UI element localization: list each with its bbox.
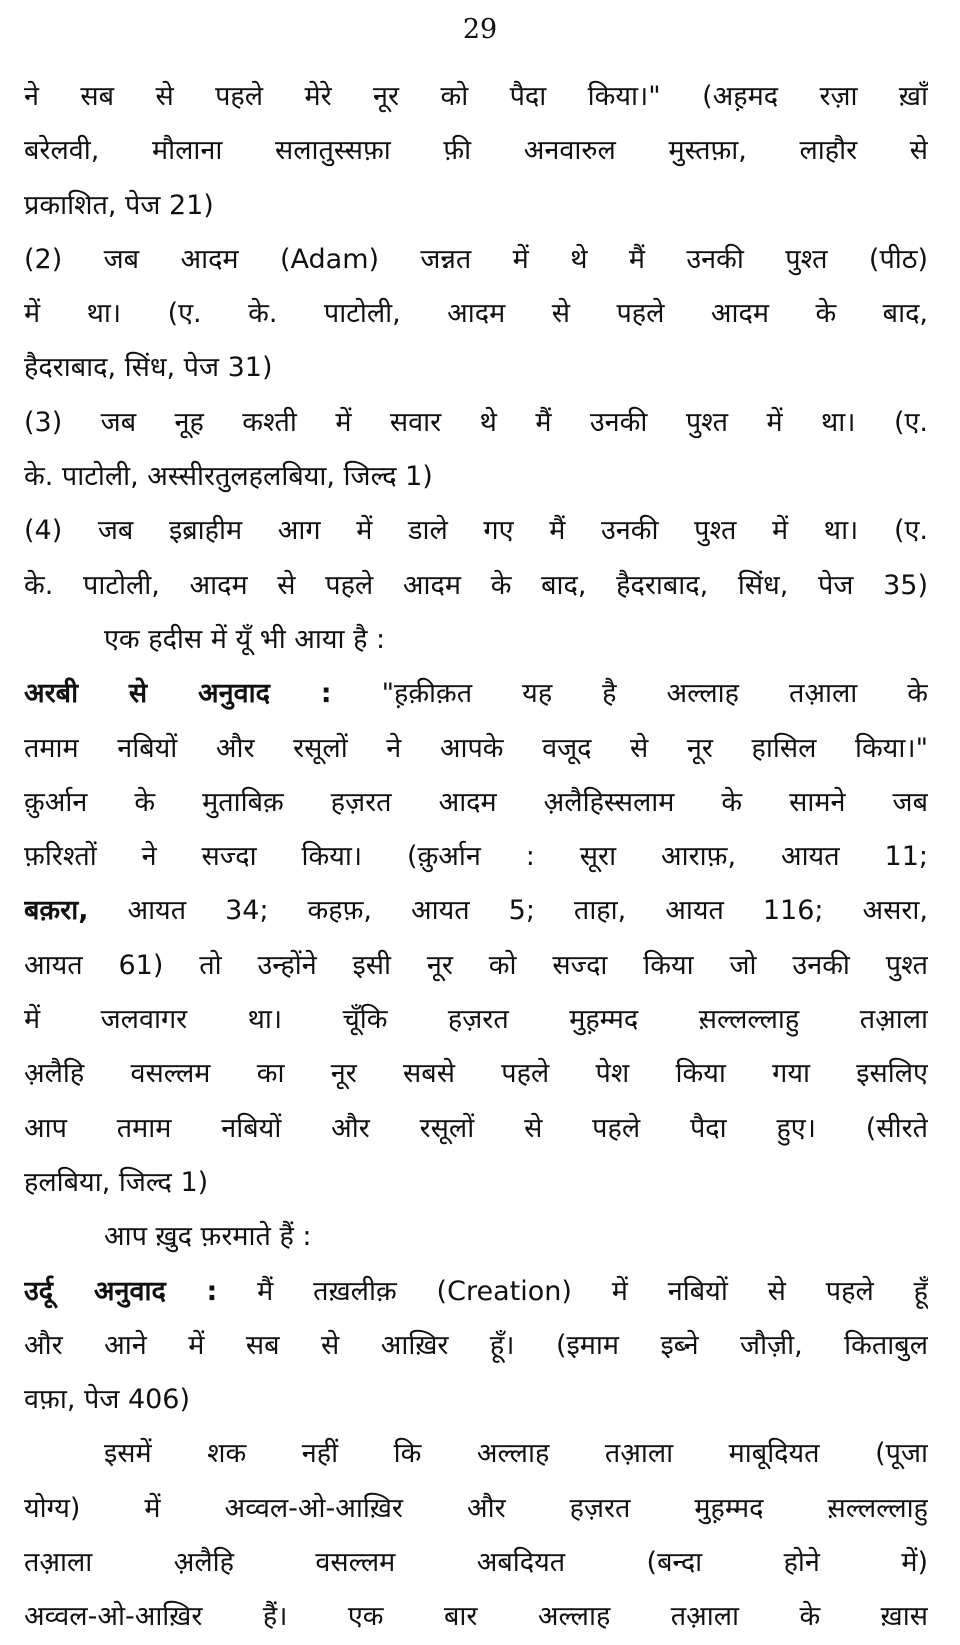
text-line: [24, 1156, 928, 1210]
text-line: [24, 1590, 928, 1644]
line-text: के. पाटोली, आदम से पहले आदम के बाद, हैदराबाद, सिंध, पेज 35): [24, 569, 928, 601]
line-text: मैं तख़लीक़ (Creation) में नबियों से पहले हूँ: [217, 1275, 928, 1307]
line-text: क़ुर्आन के मुताबिक़ हज़रत आदम अ़लैहिस्सलाम के सामने जब: [24, 786, 928, 818]
page-body: [24, 70, 928, 1645]
text-line: [24, 993, 928, 1047]
text-line: [24, 1427, 928, 1481]
text-line: [24, 1536, 928, 1590]
text-line: [24, 939, 928, 993]
line-text: हैदराबाद, सिंध, पेज 31): [24, 352, 273, 384]
line-lead: बक़रा,: [24, 895, 89, 927]
line-text: तमाम नबियों और रसूलों ने आपके वजूद से नूर हासिल किया।": [24, 732, 928, 764]
line-text: योग्य) में अव्वल-ओ-आख़िर और हज़रत मुह़म्मद स़ल्लल्लाहु: [24, 1492, 928, 1524]
line-text: तआ़ला अ़लैहि वसल्लम अबदियत (बन्दा होने में): [24, 1547, 928, 1579]
text-line: [24, 1265, 928, 1319]
line-text: (2) जब आदम (Adam) जन्नत में थे मैं उनकी पुश्त (पीठ): [24, 243, 928, 275]
text-line: [24, 613, 928, 667]
text-line: [24, 667, 928, 721]
text-line: [24, 884, 928, 938]
text-line: [24, 396, 928, 450]
page-number: 29: [462, 14, 498, 45]
text-line: [24, 504, 928, 558]
text-line: [24, 124, 928, 178]
line-text: ने सब से पहले मेरे नूर को पैदा किया।" (अह़मद रज़ा ख़ाँ: [24, 81, 928, 112]
section-heading: उर्दू अनुवाद :: [24, 1275, 218, 1307]
text-line: [24, 559, 928, 613]
text-line: [24, 287, 928, 341]
line-text: आयत 61) तो उन्होंने इसी नूर को सज्दा किया जो उनकी पुश्त: [24, 949, 928, 981]
line-text: इसमें शक नहीं कि अल्लाह तआ़ला माबूदियत (पूजा: [104, 1438, 928, 1470]
line-text: आप तमाम नबियों और रसूलों से पहले पैदा हुए। (सीरते: [24, 1112, 928, 1144]
text-line: [24, 776, 928, 830]
line-text: में जलवागर था। चूँकि हज़रत मुह़म्मद स़ल्लल्लाहु तआ़ला: [24, 1004, 928, 1036]
line-text: (3) जब नूह कश्ती में सवार थे मैं उनकी पुश्त में था। (ए.: [24, 406, 928, 438]
line-text: हलबिया, जिल्द 1): [24, 1166, 209, 1198]
line-text: प्रकाशित, पेज 21): [24, 189, 214, 221]
text-line: [24, 233, 928, 287]
text-line: [24, 1210, 928, 1264]
line-text: "ह़क़ीक़त यह है अल्लाह तआ़ला के: [331, 678, 928, 710]
text-line: [24, 1482, 928, 1536]
line-text: वफ़ा, पेज 406): [24, 1384, 191, 1416]
line-text: (4) जब इब्राहीम आग में डाले गए मैं उनकी पुश्त में था। (ए.: [24, 515, 928, 547]
line-text: फ़रिश्तों ने सज्दा किया। (क़ुर्आन : सूरा आराफ़, आयत 11;: [24, 841, 928, 873]
text-line: [24, 70, 928, 124]
text-line: [24, 450, 928, 504]
line-text: आयत 34; कहफ़, आयत 5; ताहा, आयत 116; असरा,: [88, 895, 928, 927]
text-line: [24, 1319, 928, 1373]
line-text: अव्वल-ओ-आख़िर हैं। एक बार अल्लाह तआ़ला के ख़ास: [24, 1601, 928, 1633]
text-line: [24, 179, 928, 233]
line-text: बरेलवी, मौलाना सलातुस्सफ़ा फ़ी अनवारुल मुस्तफ़ा, लाहौर से: [24, 135, 928, 167]
line-text: अ़लैहि वसल्लम का नूर सबसे पहले पेश किया गया इसलिए: [24, 1058, 928, 1090]
line-text: में था। (ए. के. पाटोली, आदम से पहले आदम के बाद,: [24, 298, 928, 330]
text-line: [24, 341, 928, 395]
text-line: [24, 1373, 928, 1427]
text-line: [24, 722, 928, 776]
text-line: [24, 1102, 928, 1156]
section-heading: अरबी से अनुवाद :: [24, 678, 332, 710]
line-text: आप ख़ुद फ़रमाते हैं :: [104, 1221, 312, 1253]
line-text: एक हदीस में यूँ भी आया है :: [104, 623, 386, 655]
text-line: [24, 1047, 928, 1101]
line-text: के. पाटोली, अस्सीरतुलहलबिया, जिल्द 1): [24, 461, 433, 493]
line-text: और आने में सब से आख़िर हूँ। (इमाम इब्ने जौज़ी, किताबुल: [24, 1329, 928, 1361]
text-line: [24, 830, 928, 884]
